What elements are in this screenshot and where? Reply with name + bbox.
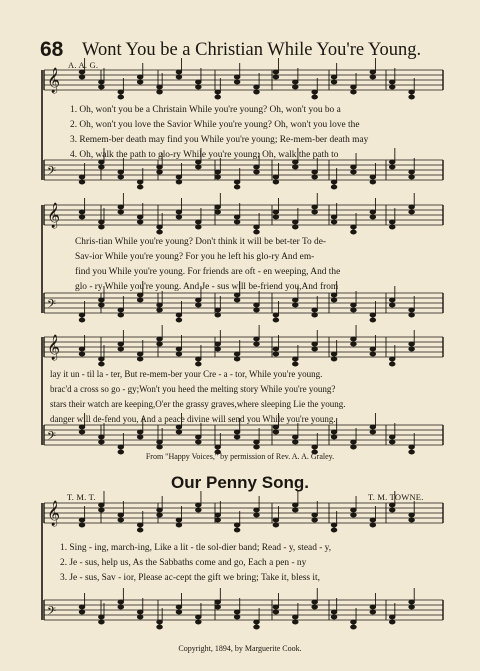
song2-title: Our Penny Song. [171,473,309,492]
lyric-line: stars their watch are keeping,O'er the grassy graves,where sleeping Lie the young. [50,399,346,409]
svg-text:𝄞: 𝄞 [47,501,61,526]
lyric-line: find you While you're young. For friends are oft - en weeping, And the [75,267,341,277]
svg-text:𝄞: 𝄞 [47,203,61,228]
system2-lyrics [75,235,340,295]
copyright-note: Copyright, 1894, by Marguerite Cook. [178,644,302,653]
lyric-line: 2. Oh, won't you love the Savior While you're young? Oh, won't you love the [70,120,360,130]
song2-composer: T. M. TOWNE. [368,492,424,502]
song2-lyrics [60,541,331,586]
lyric-line: lay it un - til la - ter, But re-mem-ber your Cre - a - tor, While you're young. [50,369,323,379]
hymn-number: 68 [40,38,64,61]
svg-text:𝄞: 𝄞 [47,335,61,360]
permission-note: From "Happy Voices," by permission of Rev. A. A. Graley. [145,452,335,461]
system1-lyrics [70,103,368,163]
system3-lyrics [50,367,346,427]
svg-text:𝄢: 𝄢 [47,298,57,314]
lyric-line: 4. Oh, walk the path to glo-ry While you're young; Oh, walk the path to [70,150,339,160]
lyric-line: Chris-tian While you're young? Don't think it will be bet-ter To de- [75,237,327,247]
svg-text:𝄞: 𝄞 [47,68,61,93]
hymn-title: Wont You be a Christian While You're Young. [82,40,422,60]
lyric-line: brac'd a cross so go - gy;Won't you heed the melting story While you're young? [50,384,336,394]
hymn-author: A. A. G. [68,60,99,70]
lyric-line: glo - ry While you're young. And Je - sus will be-friend you,And from [75,282,339,292]
lyric-line: 3. Remem-ber death may find you While you're young; Re-mem-ber death may [70,135,369,145]
lyric-line: 3. Je - sus, Sav - ior, Please ac-cept the gift we bring; Take it, bless it, [60,573,320,583]
song2-words-credit: T. M. T. [67,492,96,502]
lyric-line: Sav-ior While you're young? For you he left his glo-ry And em- [75,252,315,262]
lyric-line: 1. Oh, won't you be a Christain While you're young? Oh, won't you bo a [70,105,341,115]
svg-text:𝄢: 𝄢 [47,165,57,181]
lyric-line: 2. Je - sus, help us, As the Sabbaths come and go, Each a pen - ny [60,558,307,568]
svg-text:𝄢: 𝄢 [47,605,57,621]
lyric-line: 1. Sing - ing, march-ing, Like a lit - tle sol-dier band; Read - y, stead - y, [60,543,332,553]
svg-text:𝄢: 𝄢 [47,430,57,446]
lyric-line: danger will de-fend you, And a peace divine will send you While you're young. [50,414,336,424]
